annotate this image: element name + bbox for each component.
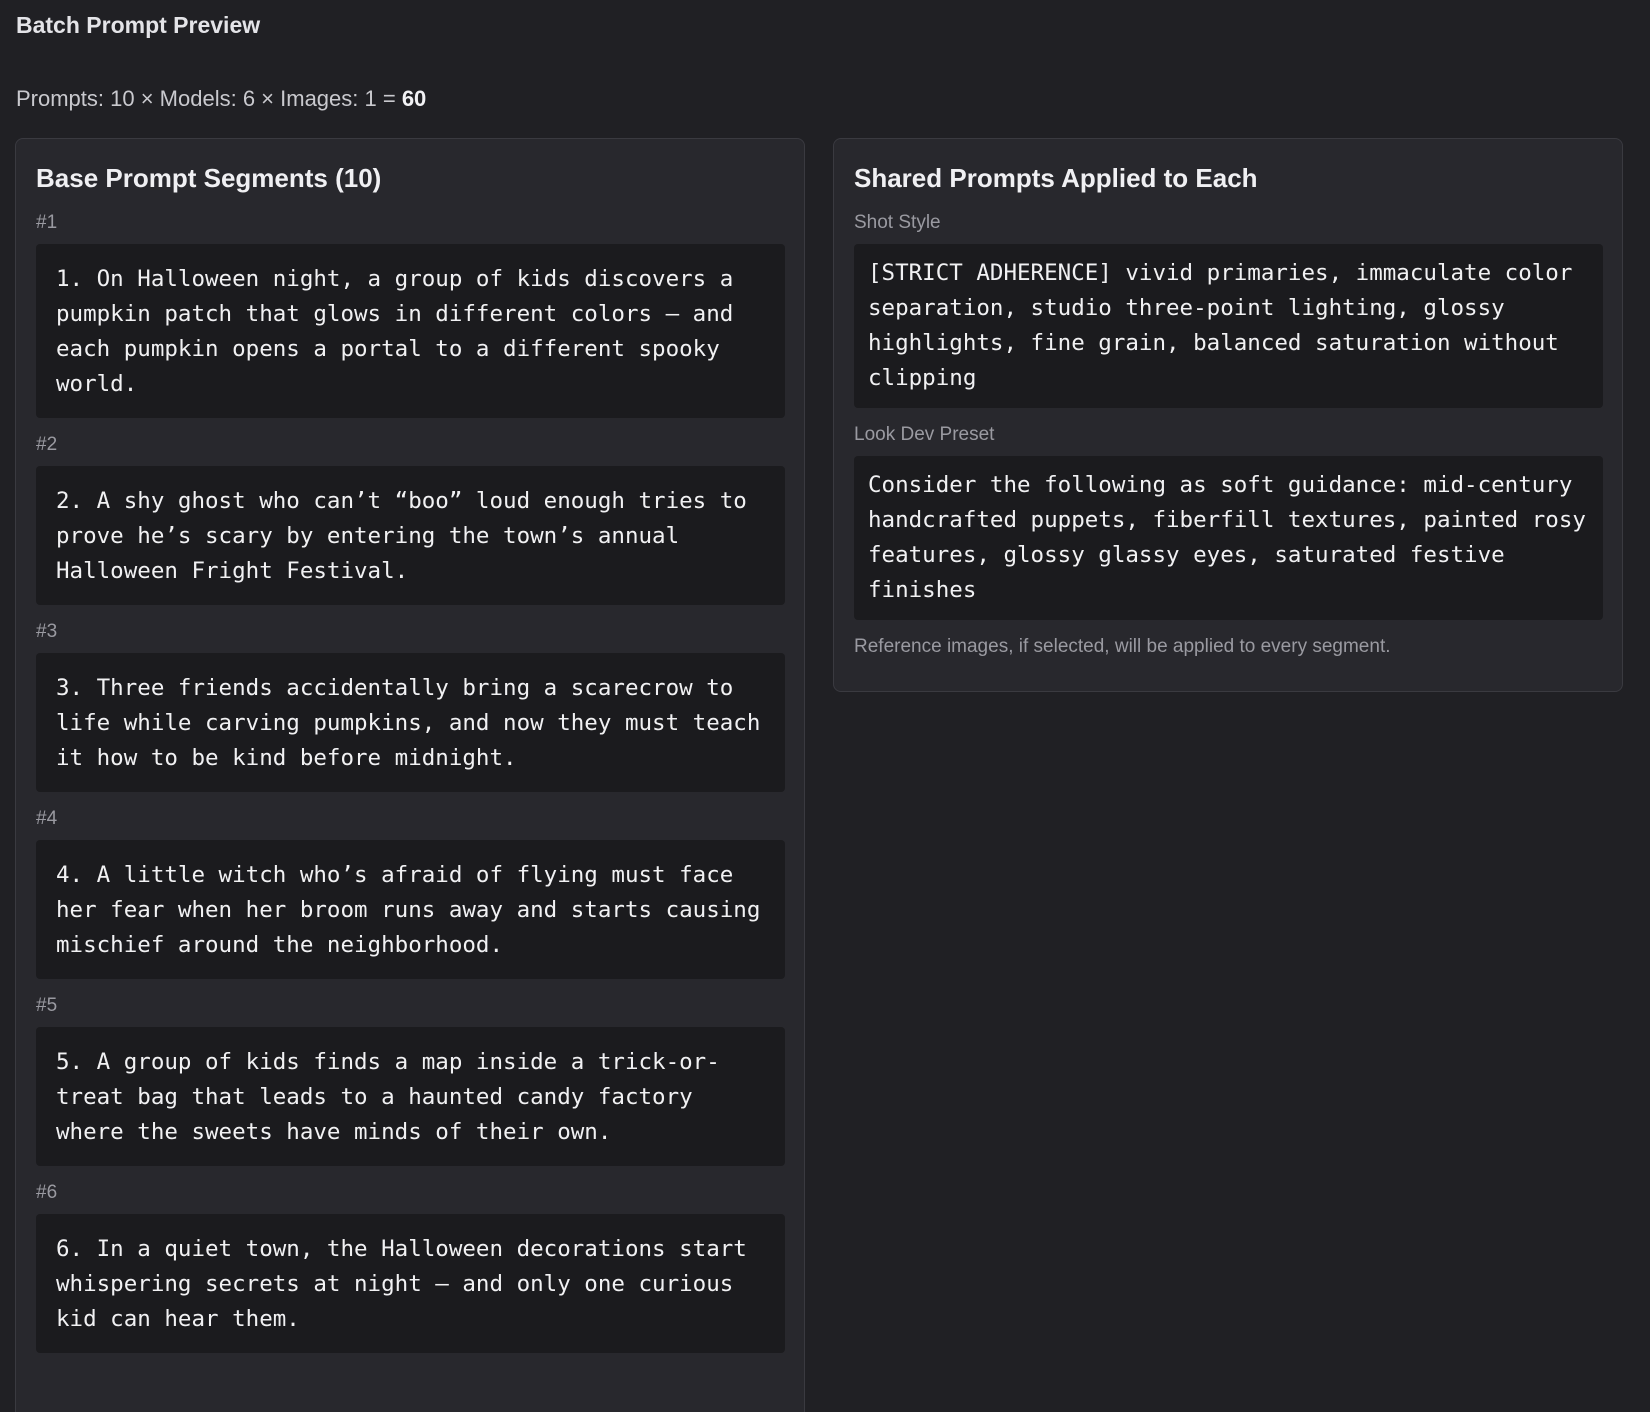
segment-label: #6 xyxy=(36,1182,58,1203)
look-dev-preset-text: Consider the following as soft guidance: mid-century handcrafted puppets, fiberfill textures, painted rosy features, glossy glassy eyes, saturated festive finishes xyxy=(854,456,1603,620)
segment-item xyxy=(36,621,785,792)
base-prompt-segments-panel xyxy=(15,138,805,1412)
base-prompt-segments-heading: Base Prompt Segments (10) xyxy=(36,163,382,193)
page-title: Batch Prompt Preview xyxy=(16,12,261,38)
shared-prompts-heading: Shared Prompts Applied to Each xyxy=(854,163,1258,193)
segment-label: #3 xyxy=(36,621,58,642)
segment-label: #4 xyxy=(36,808,58,829)
segment-item xyxy=(36,1182,785,1353)
segment-text: 4. A little witch who’s afraid of flying must face her fear when her broom runs away and starts causing mischief around the neighborhood. xyxy=(36,840,785,979)
look-dev-preset-label: Look Dev Preset xyxy=(854,424,995,445)
summary-total: 60 xyxy=(401,86,427,111)
segment-text: 2. A shy ghost who can’t “boo” loud enough tries to prove he’s scary by entering the town’s annual Halloween Fright Festival. xyxy=(36,466,785,605)
reference-images-note: Reference images, if selected, will be applied to every segment. xyxy=(854,636,1391,657)
summary-formula: Prompts: 10 × Models: 6 × Images: 1 = xyxy=(16,86,402,111)
segment-label: #2 xyxy=(36,434,58,455)
shot-style-text: [STRICT ADHERENCE] vivid primaries, immaculate color separation, studio three-point lighting, glossy highlights, fine grain, balanced saturation without clipping xyxy=(854,244,1603,408)
segment-text: 3. Three friends accidentally bring a scarecrow to life while carving pumpkins, and now they must teach it how to be kind before midnight. xyxy=(36,653,785,792)
segment-text: 5. A group of kids finds a map inside a trick-or-treat bag that leads to a haunted candy factory where the sweets have minds of their own. xyxy=(36,1027,785,1166)
batch-count-summary xyxy=(16,86,426,112)
segment-item xyxy=(36,808,785,979)
segment-item xyxy=(36,212,785,418)
segment-text: 1. On Halloween night, a group of kids discovers a pumpkin patch that glows in different colors — and each pumpkin opens a portal to a different spooky world. xyxy=(36,244,785,418)
segment-text: 6. In a quiet town, the Halloween decorations start whispering secrets at night — and only one curious kid can hear them. xyxy=(36,1214,785,1353)
shared-prompts-panel xyxy=(833,138,1623,692)
segment-label: #1 xyxy=(36,212,58,233)
segment-item xyxy=(36,995,785,1166)
segment-item xyxy=(36,434,785,605)
segment-label: #5 xyxy=(36,995,58,1016)
shot-style-label: Shot Style xyxy=(854,212,941,233)
